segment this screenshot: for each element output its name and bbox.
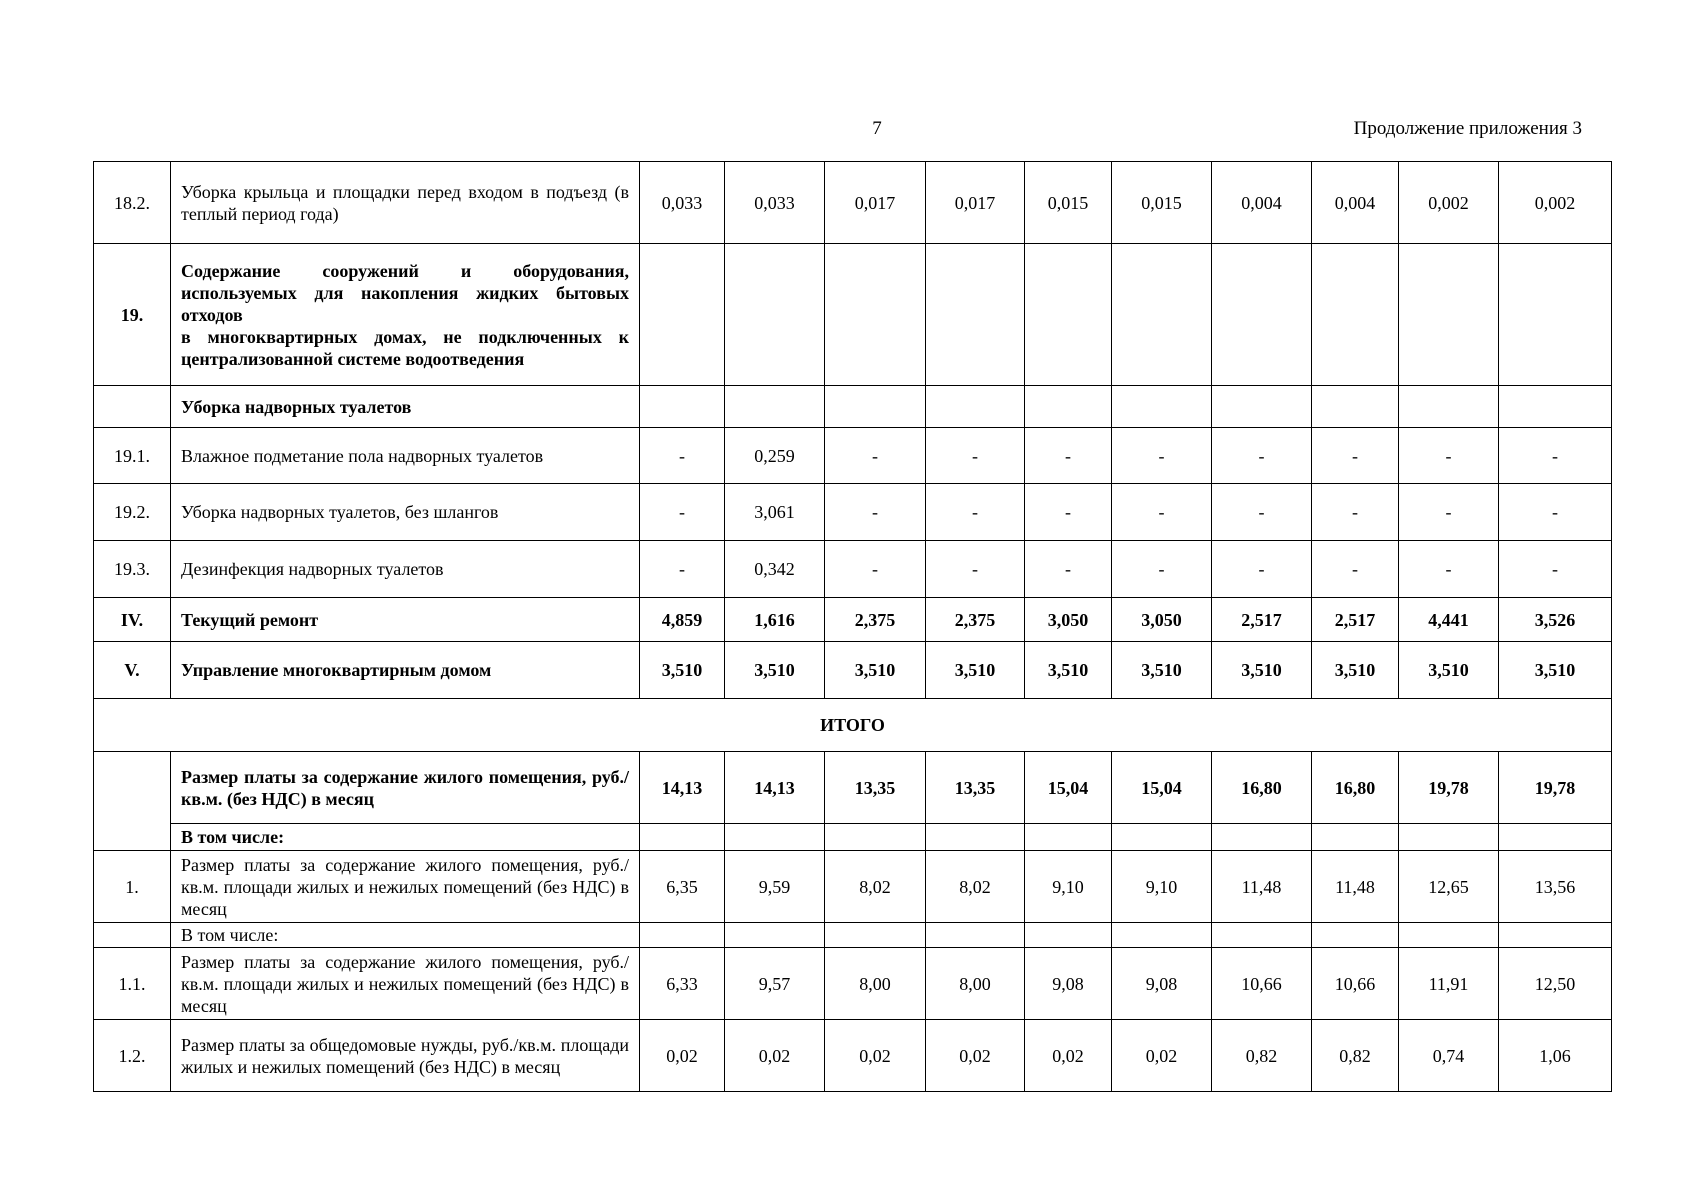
value-cell: 2,375 bbox=[825, 598, 926, 642]
value-cell bbox=[1212, 386, 1312, 428]
table-row bbox=[94, 642, 1612, 699]
value-cell: 14,13 bbox=[725, 752, 825, 824]
value-cell: 4,859 bbox=[640, 598, 725, 642]
value-cell bbox=[1112, 244, 1212, 386]
value-cell: 10,66 bbox=[1312, 948, 1399, 1020]
value-cell bbox=[1499, 923, 1612, 948]
value-cell: - bbox=[1399, 484, 1499, 541]
value-cell: 12,50 bbox=[1499, 948, 1612, 1020]
value-cell: 8,00 bbox=[825, 948, 926, 1020]
table-row bbox=[94, 948, 1612, 1020]
value-cell: 3,510 bbox=[1499, 642, 1612, 699]
value-cell: 6,35 bbox=[640, 851, 725, 923]
value-cell bbox=[725, 244, 825, 386]
value-cell: - bbox=[926, 541, 1025, 598]
value-cell: - bbox=[1112, 428, 1212, 484]
row-number-cell: 19.1. bbox=[94, 428, 171, 484]
value-cell: - bbox=[1112, 484, 1212, 541]
table-row bbox=[94, 752, 1612, 824]
table-row bbox=[94, 923, 1612, 948]
appendix-continuation-label: Продолжение приложения 3 bbox=[1353, 118, 1582, 139]
value-cell: 0,82 bbox=[1212, 1020, 1312, 1092]
value-cell: - bbox=[1399, 428, 1499, 484]
value-cell: - bbox=[926, 484, 1025, 541]
value-cell: 3,510 bbox=[1025, 642, 1112, 699]
value-cell: 0,015 bbox=[1025, 162, 1112, 244]
value-cell: 9,08 bbox=[1112, 948, 1212, 1020]
value-cell: - bbox=[1212, 484, 1312, 541]
value-cell: 13,35 bbox=[825, 752, 926, 824]
value-cell bbox=[1312, 923, 1399, 948]
value-cell bbox=[725, 923, 825, 948]
value-cell bbox=[825, 923, 926, 948]
value-cell: 16,80 bbox=[1212, 752, 1312, 824]
value-cell bbox=[1212, 824, 1312, 851]
row-number-cell: 18.2. bbox=[94, 162, 171, 244]
row-description-cell: Уборка надворных туалетов bbox=[171, 386, 640, 428]
value-cell: - bbox=[1312, 484, 1399, 541]
value-cell bbox=[1112, 923, 1212, 948]
value-cell: 11,91 bbox=[1399, 948, 1499, 1020]
row-description-cell: Управление многоквартирным домом bbox=[171, 642, 640, 699]
value-cell bbox=[1499, 244, 1612, 386]
value-cell: 0,033 bbox=[640, 162, 725, 244]
value-cell: - bbox=[1499, 541, 1612, 598]
value-cell: 0,259 bbox=[725, 428, 825, 484]
table-row bbox=[94, 162, 1612, 244]
row-number-cell: 19.2. bbox=[94, 484, 171, 541]
row-description-cell: Размер платы за содержание жилого помещения, руб./кв.м. площади жилых и нежилых помещений (без НДС) в месяц bbox=[171, 948, 640, 1020]
value-cell bbox=[640, 386, 725, 428]
value-cell bbox=[640, 824, 725, 851]
table-row bbox=[94, 541, 1612, 598]
table-row bbox=[94, 824, 1612, 851]
value-cell: 0,02 bbox=[1025, 1020, 1112, 1092]
value-cell bbox=[725, 386, 825, 428]
table-row bbox=[94, 244, 1612, 386]
value-cell bbox=[1399, 386, 1499, 428]
value-cell: 1,06 bbox=[1499, 1020, 1612, 1092]
value-cell bbox=[825, 244, 926, 386]
row-number-cell: 19. bbox=[94, 244, 171, 386]
value-cell: - bbox=[1399, 541, 1499, 598]
value-cell bbox=[825, 824, 926, 851]
value-cell bbox=[1212, 923, 1312, 948]
row-number-cell bbox=[94, 752, 171, 851]
value-cell: - bbox=[1499, 484, 1612, 541]
row-number-cell: IV. bbox=[94, 598, 171, 642]
value-cell: 14,13 bbox=[640, 752, 725, 824]
value-cell: 3,510 bbox=[640, 642, 725, 699]
value-cell: - bbox=[1025, 428, 1112, 484]
value-cell: 3,526 bbox=[1499, 598, 1612, 642]
value-cell: 12,65 bbox=[1399, 851, 1499, 923]
table-row bbox=[94, 598, 1612, 642]
value-cell: - bbox=[1212, 541, 1312, 598]
row-description-cell: Размер платы за содержание жилого помещения, руб./кв.м. (без НДС) в месяц bbox=[171, 752, 640, 824]
row-number-cell: 1. bbox=[94, 851, 171, 923]
row-description-cell: В том числе: bbox=[171, 824, 640, 851]
value-cell: 9,10 bbox=[1025, 851, 1112, 923]
value-cell bbox=[1499, 386, 1612, 428]
row-description-cell: Содержание сооружений и оборудования, используемых для накопления жидких бытовых отходов в многоквартирных домах, не подключенных к централизованной системе водоотведения bbox=[171, 244, 640, 386]
value-cell: 0,033 bbox=[725, 162, 825, 244]
row-description-cell: В том числе: bbox=[171, 923, 640, 948]
value-cell: - bbox=[640, 541, 725, 598]
value-cell: 2,517 bbox=[1312, 598, 1399, 642]
table-row bbox=[94, 851, 1612, 923]
value-cell: 1,616 bbox=[725, 598, 825, 642]
value-cell: 0,004 bbox=[1212, 162, 1312, 244]
row-number-cell: 1.2. bbox=[94, 1020, 171, 1092]
value-cell: 3,510 bbox=[1112, 642, 1212, 699]
value-cell: - bbox=[1312, 428, 1399, 484]
value-cell bbox=[1312, 244, 1399, 386]
value-cell: 3,510 bbox=[1312, 642, 1399, 699]
value-cell: 2,375 bbox=[926, 598, 1025, 642]
value-cell: - bbox=[640, 484, 725, 541]
row-description-cell: Размер платы за общедомовые нужды, руб./кв.м. площади жилых и нежилых помещений (без НДС) в месяц bbox=[171, 1020, 640, 1092]
value-cell: 15,04 bbox=[1112, 752, 1212, 824]
value-cell bbox=[1312, 824, 1399, 851]
value-cell bbox=[1499, 824, 1612, 851]
value-cell: 11,48 bbox=[1312, 851, 1399, 923]
value-cell: 8,02 bbox=[926, 851, 1025, 923]
value-cell: - bbox=[1312, 541, 1399, 598]
value-cell: 8,02 bbox=[825, 851, 926, 923]
value-cell bbox=[1025, 386, 1112, 428]
value-cell: 9,10 bbox=[1112, 851, 1212, 923]
row-number-cell bbox=[94, 923, 171, 948]
row-description-cell: Размер платы за содержание жилого помещения, руб./кв.м. площади жилых и нежилых помещений (без НДС) в месяц bbox=[171, 851, 640, 923]
value-cell bbox=[1212, 244, 1312, 386]
table-row bbox=[94, 484, 1612, 541]
value-cell: 4,441 bbox=[1399, 598, 1499, 642]
value-cell: 0,017 bbox=[926, 162, 1025, 244]
value-cell: 0,74 bbox=[1399, 1020, 1499, 1092]
value-cell: - bbox=[1025, 484, 1112, 541]
total-section-row bbox=[94, 699, 1612, 752]
value-cell: 3,050 bbox=[1112, 598, 1212, 642]
row-description-cell: Дезинфекция надворных туалетов bbox=[171, 541, 640, 598]
value-cell: 0,02 bbox=[725, 1020, 825, 1092]
value-cell: - bbox=[640, 428, 725, 484]
value-cell: 0,017 bbox=[825, 162, 926, 244]
value-cell: - bbox=[1499, 428, 1612, 484]
row-description-cell: Влажное подметание пола надворных туалетов bbox=[171, 428, 640, 484]
value-cell: 9,08 bbox=[1025, 948, 1112, 1020]
value-cell: 3,510 bbox=[825, 642, 926, 699]
table-row bbox=[94, 428, 1612, 484]
value-cell bbox=[926, 923, 1025, 948]
value-cell bbox=[926, 386, 1025, 428]
tariff-table bbox=[93, 161, 1612, 1092]
value-cell: 3,050 bbox=[1025, 598, 1112, 642]
value-cell: 0,002 bbox=[1499, 162, 1612, 244]
value-cell bbox=[1025, 923, 1112, 948]
value-cell: 9,59 bbox=[725, 851, 825, 923]
value-cell: 16,80 bbox=[1312, 752, 1399, 824]
value-cell: - bbox=[825, 428, 926, 484]
value-cell: 13,56 bbox=[1499, 851, 1612, 923]
value-cell bbox=[640, 244, 725, 386]
value-cell: 6,33 bbox=[640, 948, 725, 1020]
value-cell: 19,78 bbox=[1399, 752, 1499, 824]
value-cell: 2,517 bbox=[1212, 598, 1312, 642]
row-number-cell: V. bbox=[94, 642, 171, 699]
row-number-cell: 19.3. bbox=[94, 541, 171, 598]
value-cell: - bbox=[825, 541, 926, 598]
row-description-cell: Уборка крыльца и площадки перед входом в подъезд (в теплый период года) bbox=[171, 162, 640, 244]
value-cell: 9,57 bbox=[725, 948, 825, 1020]
value-cell: 15,04 bbox=[1025, 752, 1112, 824]
value-cell bbox=[926, 824, 1025, 851]
row-description-cell: Текущий ремонт bbox=[171, 598, 640, 642]
value-cell: 0,015 bbox=[1112, 162, 1212, 244]
value-cell: 0,02 bbox=[1112, 1020, 1212, 1092]
value-cell bbox=[1112, 824, 1212, 851]
value-cell bbox=[725, 824, 825, 851]
value-cell bbox=[926, 244, 1025, 386]
value-cell: 0,004 bbox=[1312, 162, 1399, 244]
value-cell: 19,78 bbox=[1499, 752, 1612, 824]
value-cell: 11,48 bbox=[1212, 851, 1312, 923]
table-row bbox=[94, 386, 1612, 428]
value-cell bbox=[1399, 244, 1499, 386]
value-cell bbox=[1399, 923, 1499, 948]
value-cell: 0,82 bbox=[1312, 1020, 1399, 1092]
value-cell: 13,35 bbox=[926, 752, 1025, 824]
value-cell: 0,02 bbox=[640, 1020, 725, 1092]
row-number-cell: 1.1. bbox=[94, 948, 171, 1020]
value-cell: 0,02 bbox=[926, 1020, 1025, 1092]
value-cell: - bbox=[825, 484, 926, 541]
page-number: 7 bbox=[872, 118, 882, 139]
value-cell bbox=[640, 923, 725, 948]
value-cell bbox=[1112, 386, 1212, 428]
value-cell bbox=[1025, 824, 1112, 851]
value-cell bbox=[1025, 244, 1112, 386]
value-cell: 0,342 bbox=[725, 541, 825, 598]
table-row bbox=[94, 1020, 1612, 1092]
value-cell: 0,002 bbox=[1399, 162, 1499, 244]
value-cell: - bbox=[1112, 541, 1212, 598]
value-cell: - bbox=[1212, 428, 1312, 484]
value-cell bbox=[1399, 824, 1499, 851]
value-cell: 10,66 bbox=[1212, 948, 1312, 1020]
value-cell: 3,510 bbox=[1399, 642, 1499, 699]
value-cell bbox=[1312, 386, 1399, 428]
total-section-title: ИТОГО bbox=[94, 699, 1612, 752]
value-cell: - bbox=[926, 428, 1025, 484]
value-cell: 3,061 bbox=[725, 484, 825, 541]
value-cell: 0,02 bbox=[825, 1020, 926, 1092]
row-description-cell: Уборка надворных туалетов, без шлангов bbox=[171, 484, 640, 541]
row-number-cell bbox=[94, 386, 171, 428]
value-cell: 8,00 bbox=[926, 948, 1025, 1020]
value-cell bbox=[825, 386, 926, 428]
value-cell: 3,510 bbox=[926, 642, 1025, 699]
value-cell: 3,510 bbox=[725, 642, 825, 699]
value-cell: 3,510 bbox=[1212, 642, 1312, 699]
value-cell: - bbox=[1025, 541, 1112, 598]
